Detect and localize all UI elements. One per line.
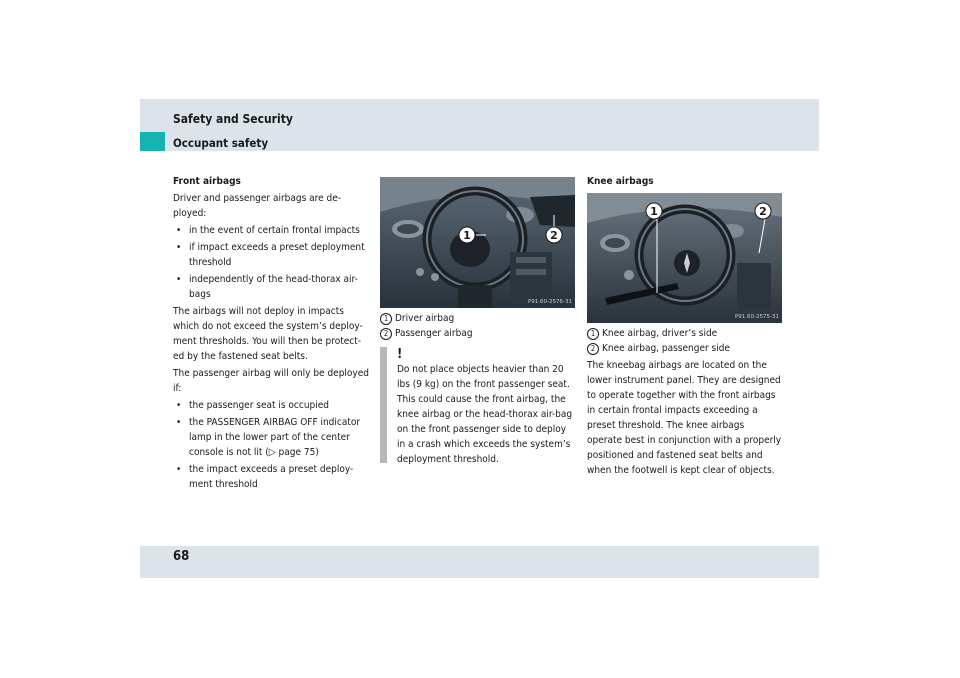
section-accent: [140, 132, 165, 151]
figure-code: P91.60-2575-31: [734, 314, 779, 320]
list-item: • independently of the head-thorax air-bags: [176, 274, 358, 300]
knee-airbags-text: The kneebag airbags are located on the lower instrument panel. They are designed to operate together with the front airbags in certain frontal impacts exceeding a preset threshold. The knee airbags operate best in conjunction with a properly positioned and fastened seat belts and when the footwell is kept clear of objects.: [587, 360, 782, 476]
knee-airbags-heading-wrap: [587, 174, 782, 191]
page-title: Safety and Security: [173, 112, 293, 126]
driver-passenger-airbag-figure: [380, 177, 575, 308]
knee-airbags-body: [587, 358, 782, 480]
bullet-icon: •: [176, 225, 182, 236]
callout-1: 1: [650, 205, 658, 218]
warning-text: Do not place objects heavier than 20 lbs (9 kg) on the front passenger seat. This could cause the front airbag, the knee airbag or the head-thorax air-bag on the front passenger side to deploy in a crash which exceeds the system’s deployment threshold.: [397, 364, 573, 465]
callout-2: 2: [759, 205, 767, 218]
bullet-icon: •: [176, 400, 182, 411]
caption-number: 2: [587, 343, 599, 355]
front-airbags-intro: Driver and passenger airbags are de-ployed:: [173, 193, 342, 219]
figure-code: P91.60-2576-31: [527, 299, 572, 305]
footer-band: [140, 546, 819, 578]
list-item: • the impact exceeds a preset deploy-ment threshold: [176, 464, 354, 490]
knee-airbags-heading: Knee airbags: [587, 176, 654, 187]
caption-item: 1 Knee airbag, driver’s side: [587, 326, 730, 341]
caption-item: 2 Passenger airbag: [380, 326, 473, 341]
list-item: • if impact exceeds a preset deployment threshold: [176, 242, 365, 268]
dashboard-illustration: [380, 177, 575, 308]
list-item: • the PASSENGER AIRBAG OFF indicator lamp in the lower part of the center console is not lit (▷ page 75): [176, 417, 361, 458]
callout-2: 2: [550, 229, 558, 242]
caption-number: 2: [380, 328, 392, 340]
front-airbags-section: [173, 174, 369, 494]
section-subtitle: Occupant safety: [173, 136, 269, 150]
bullet-icon: •: [176, 417, 182, 428]
front-airbags-heading: Front airbags: [173, 176, 241, 187]
callout-1: 1: [463, 229, 471, 242]
caption-item: 1 Driver airbag: [380, 311, 473, 326]
bullet-icon: •: [176, 242, 182, 253]
list-item: • the passenger seat is occupied: [176, 400, 329, 411]
warning-bar: [380, 347, 387, 463]
figure1-captions: [380, 311, 473, 341]
caption-number: 1: [587, 328, 599, 340]
list-item: • in the event of certain frontal impacts: [176, 225, 360, 236]
page-number: 68: [173, 549, 190, 564]
passenger-intro: The passenger airbag will only be deployed if:: [173, 368, 369, 394]
knee-airbag-figure: [587, 193, 782, 323]
caption-number: 1: [380, 313, 392, 325]
bullet-icon: •: [176, 274, 182, 285]
knee-captions: [587, 326, 730, 356]
warning-icon: !: [397, 347, 403, 362]
caption-item: 2 Knee airbag, passenger side: [587, 341, 730, 356]
bullet-icon: •: [176, 464, 182, 475]
knee-airbag-illustration: [587, 193, 782, 323]
no-deploy-text: The airbags will not deploy in impacts which do not exceed the system’s deploy-ment thresholds. You will then be protect-ed by the fastened seat belts.: [173, 306, 363, 362]
